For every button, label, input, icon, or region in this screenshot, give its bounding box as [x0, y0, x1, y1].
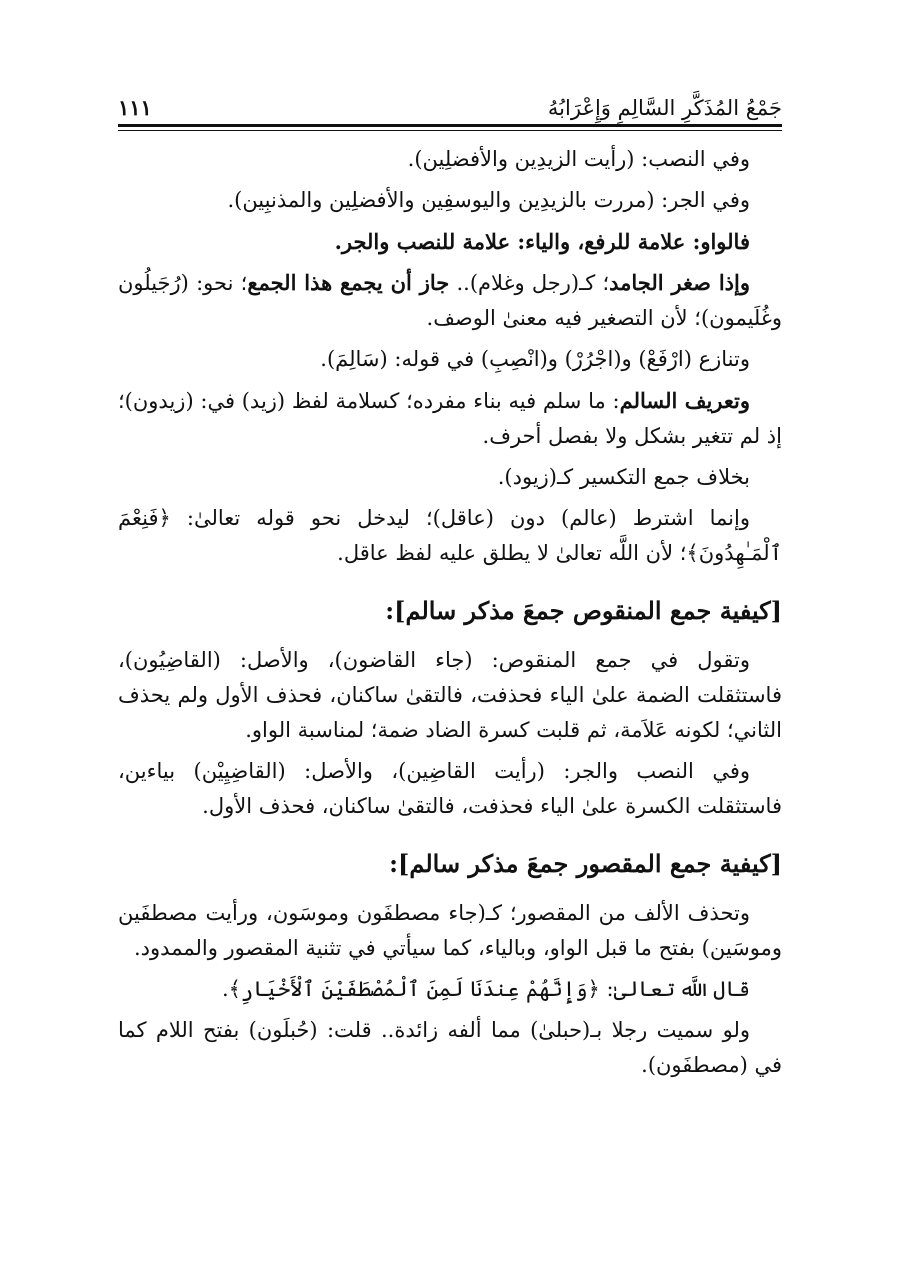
paragraph-condition: وإنما اشترط (عالم) دون (عاقل)؛ ليدخل نحو قوله تعالىٰ: ﴿فَنِعْمَ ٱلْمَـٰهِدُونَ﴾؛ لأن اللَّه تعالىٰ لا يطلق عليه لفظ عاقل. — [118, 506, 782, 565]
page-number: ١١١ — [118, 95, 152, 120]
paragraph-manqus-nasb: وفي النصب والجر: (رأيت القاضِين)، والأصل: (القاضِيِيْن) بياءين، فاستثقلت الكسرة علىٰ الياء فحذفت، فالتقىٰ ساكنان، فحذف الأول. — [118, 759, 782, 818]
paragraph-manqus-raf: وتقول في جمع المنقوص: (جاء القاضون)، والأصل: (القاضِيُون)، فاستثقلت الضمة علىٰ الياء فحذفت، فالتقىٰ ساكنان، فحذف الأول ولم يحذف الثاني؛ لكونه عَلاَمة، ثم قلبت كسرة الضاد ضمة؛ لمناسبة الواو. — [118, 648, 782, 742]
paragraph-hubla: ولو سميت رجلا بـ(حبلىٰ) مما ألفه زائدة.. قلت: (حُبلَون) بفتح اللام كما في (مصطفَون). — [118, 1018, 782, 1077]
paragraph-taksir: بخلاف جمع التكسير كـ(زيود). — [497, 465, 750, 489]
paragraph-maqsur: وتحذف الألف من المقصور؛ كـ(جاء مصطفَون وموسَون، ورأيت مصطفَين وموسَين) بفتح ما قبل الواو، وبالياء، كما سيأتي في تثنية المقصور والممدود. — [118, 901, 782, 960]
running-title: جَمْعُ المُذَكَّرِ السَّالِمِ وَإِعْرَابُهُ — [547, 96, 782, 120]
page-header — [118, 80, 782, 120]
text-phrase: ؛ كـ(رجل وغلام).. — [449, 271, 610, 295]
text-phrase: ؛ نحو: (رُجَيلُون وغُلَيمون)؛ لأن التصغير فيه معنىٰ الوصف. — [118, 271, 782, 330]
bold-phrase: جاز أن يجمع هذا الجمع — [247, 270, 450, 295]
header-rule-thin — [118, 130, 782, 131]
page-body — [118, 142, 782, 1089]
paragraph-nasb: وفي النصب: (رأيت الزيدِين والأفضلِين). — [407, 147, 750, 171]
paragraph-definition — [118, 383, 782, 454]
text-phrase: : ما سلم فيه بناء مفرده؛ كسلامة لفظ (زيد) في: (زيدون)؛ إذ لم تتغير بشكل ولا بفصل أحرف. — [118, 389, 782, 448]
paragraph-quran-verse: قال اللَّه تعالىٰ: ﴿وَإِنَّهُمْ عِندَنَا لَمِنَ ٱلْمُصْطَفَيْنَ ٱلْأَخْيَارِ﴾. — [221, 977, 750, 1001]
paragraph-signs: فالواو: علامة للرفع، والياء: علامة للنصب والجر. — [334, 229, 750, 254]
bold-phrase: وتعريف السالم — [619, 388, 750, 413]
header-rule-thick — [118, 124, 782, 127]
bold-phrase: وإذا صغر الجامد — [609, 270, 751, 295]
section-heading-maqsur: [كيفية جمع المقصور جمعَ مذكر سالم]: — [389, 849, 782, 878]
section-heading-manqus: [كيفية جمع المنقوص جمعَ مذكر سالم]: — [385, 596, 782, 625]
paragraph-tanazu: وتنازع (ارْفَعْ) و(اجْرُرْ) و(انْصِبِ) في قوله: (سَالِمَ). — [320, 347, 750, 371]
paragraph-diminutive — [118, 265, 782, 336]
paragraph-jarr: وفي الجر: (مررت بالزيدِين واليوسفِين والأفضلِين والمذنبِين). — [227, 188, 750, 212]
